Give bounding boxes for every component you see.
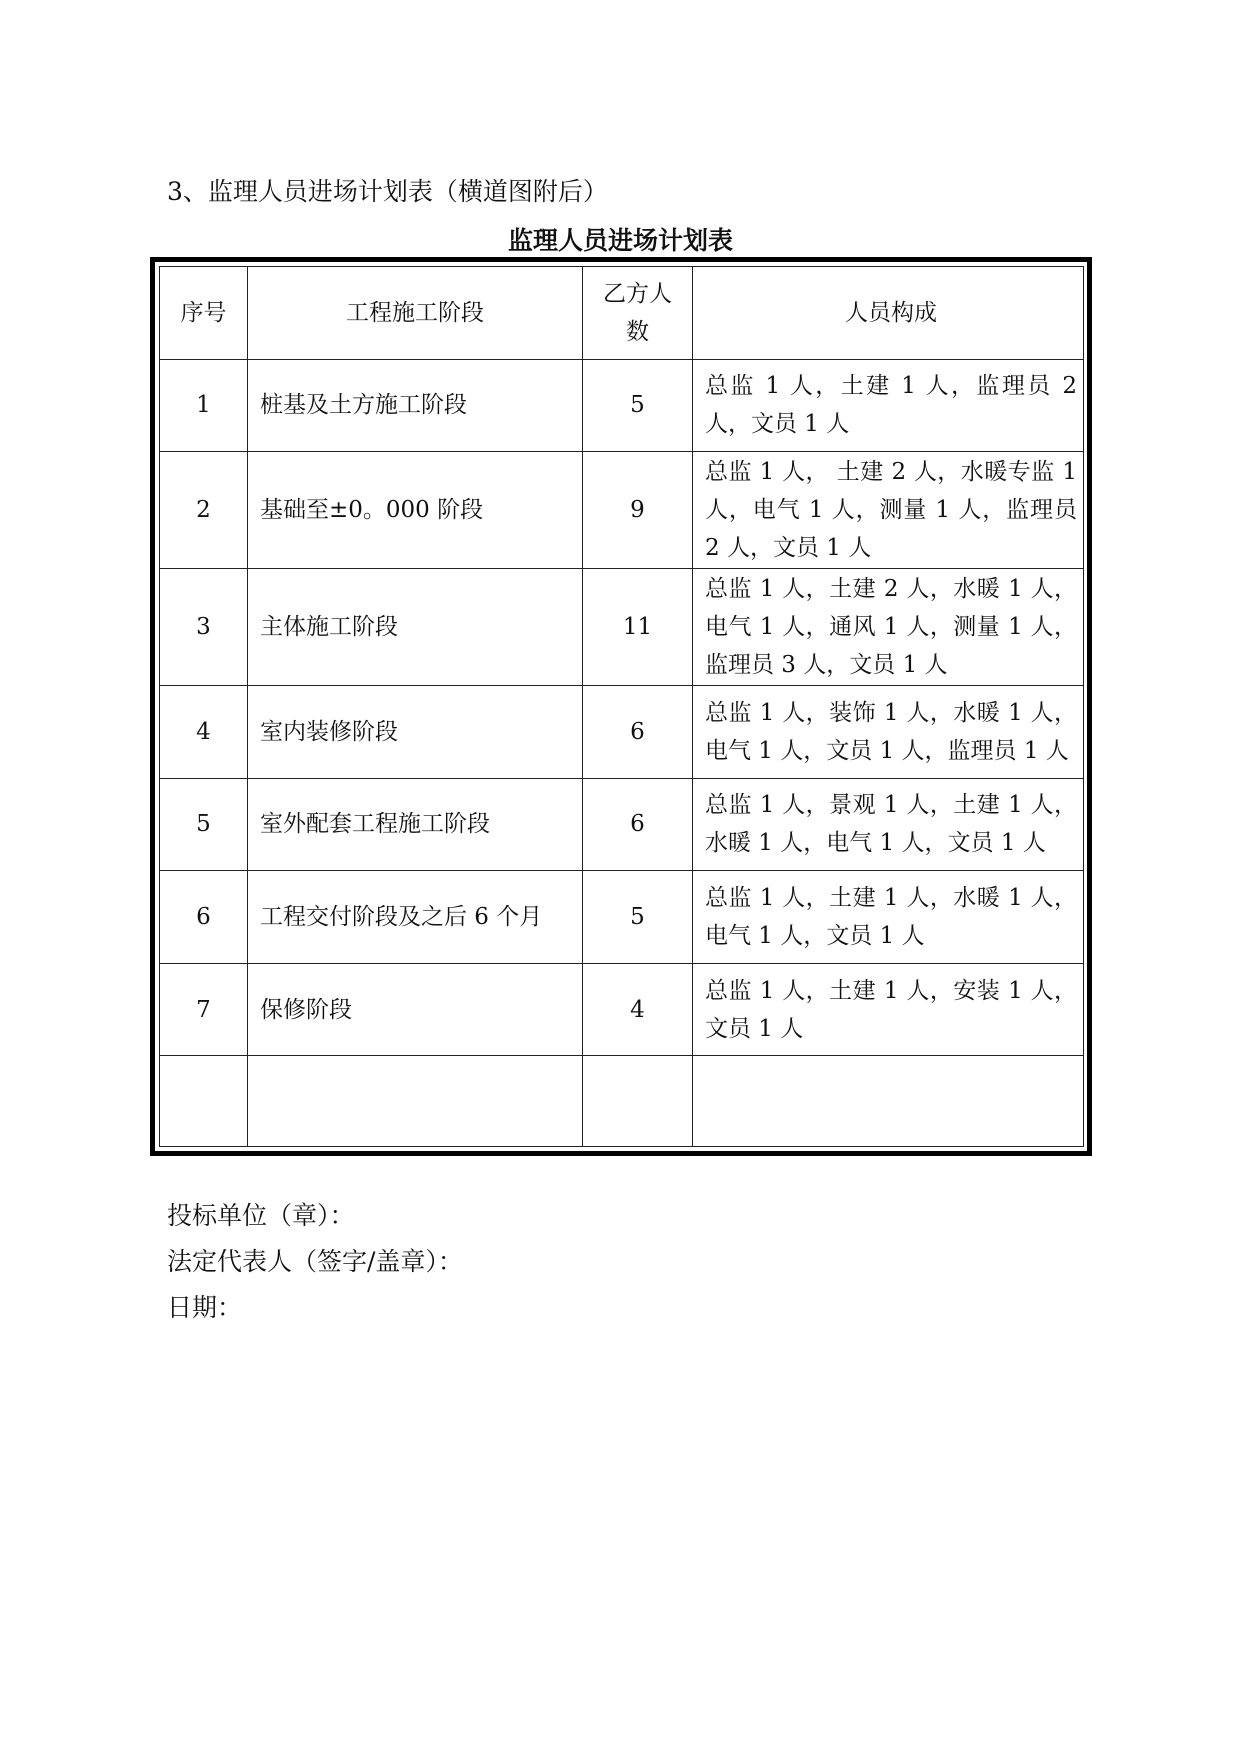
- table-row: [160, 778, 1084, 871]
- table-row: [160, 871, 1084, 964]
- row-count: 4: [583, 963, 693, 1056]
- row-no: 4: [160, 686, 248, 779]
- row-stage: 基础至±0。000 阶段: [248, 452, 583, 569]
- plan-table-frame: [150, 257, 1092, 1156]
- row-no: 2: [160, 452, 248, 569]
- row-count: 6: [583, 686, 693, 779]
- row-stage: [248, 1056, 583, 1147]
- row-no: 1: [160, 359, 248, 452]
- row-stage: 保修阶段: [248, 963, 583, 1056]
- row-stage: 桩基及土方施工阶段: [248, 359, 583, 452]
- header-count-label: 乙方人数: [603, 280, 672, 345]
- row-no: 7: [160, 963, 248, 1056]
- row-no: [160, 1056, 248, 1147]
- row-stage: 室内装修阶段: [248, 686, 583, 779]
- row-composition: 总监 1 人，土建 2 人，水暖 1 人，电气 1 人，通风 1 人，测量 1 人，监理员 3 人，文员 1 人: [693, 569, 1084, 686]
- row-composition: 总监 1 人， 土建 2 人，水暖专监 1 人，电气 1 人，测量 1 人，监理员 2 人，文员 1 人: [693, 452, 1084, 569]
- row-stage: 室外配套工程施工阶段: [248, 778, 583, 871]
- row-count: 5: [583, 359, 693, 452]
- bidder-stamp-label: 投标单位（章）：: [167, 1201, 355, 1230]
- table-row: [160, 686, 1084, 779]
- row-count: 5: [583, 871, 693, 964]
- row-composition: 总监 1 人，土建 1 人，安装 1 人，文员 1 人: [693, 963, 1084, 1056]
- row-no: 3: [160, 569, 248, 686]
- table-header-row: [160, 267, 1084, 360]
- row-count: [583, 1056, 693, 1147]
- table-row: [160, 1056, 1084, 1147]
- legal-rep-label: 法定代表人（签字/盖章）：: [167, 1247, 463, 1276]
- row-count: 9: [583, 452, 693, 569]
- row-composition: [693, 1056, 1084, 1147]
- row-count: 6: [583, 778, 693, 871]
- table-title: 监理人员进场计划表: [507, 226, 733, 255]
- row-composition: 总监 1 人，装饰 1 人，水暖 1 人，电气 1 人，文员 1 人，监理员 1 人: [693, 686, 1084, 779]
- row-no: 6: [160, 871, 248, 964]
- section-heading: 3、监理人员进场计划表（横道图附后）: [167, 177, 608, 206]
- table-row: [160, 452, 1084, 569]
- row-composition: 总监 1 人，土建 1 人，水暖 1 人，电气 1 人，文员 1 人: [693, 871, 1084, 964]
- row-stage: 工程交付阶段及之后 6 个月: [248, 871, 583, 964]
- row-no: 5: [160, 778, 248, 871]
- header-composition: 人员构成: [693, 267, 1084, 360]
- header-no: 序号: [160, 267, 248, 360]
- row-composition: 总监 1 人，土建 1 人，监理员 2 人，文员 1 人: [693, 359, 1084, 452]
- table-row: [160, 569, 1084, 686]
- row-count: 11: [583, 569, 693, 686]
- table-row: [160, 359, 1084, 452]
- row-stage: 主体施工阶段: [248, 569, 583, 686]
- header-count: [583, 267, 693, 360]
- signature-block: [167, 1193, 463, 1331]
- date-label: 日期：: [167, 1293, 243, 1322]
- header-stage: 工程施工阶段: [248, 267, 583, 360]
- table-row: [160, 963, 1084, 1056]
- row-composition: 总监 1 人，景观 1 人，土建 1 人，水暖 1 人，电气 1 人，文员 1 人: [693, 778, 1084, 871]
- staff-plan-table: [159, 266, 1084, 1147]
